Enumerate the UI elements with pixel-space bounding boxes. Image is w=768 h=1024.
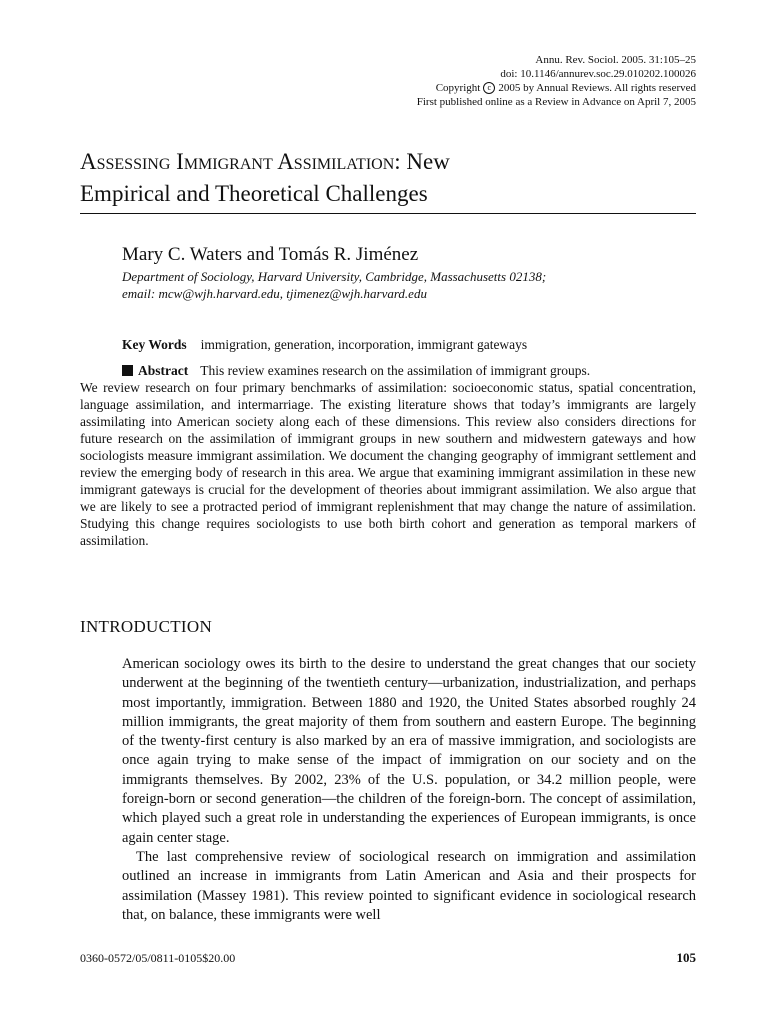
footer-code: 0360-0572/05/0811-0105$20.00 [80,951,236,965]
abstract [80,362,696,549]
citation-line: Annu. Rev. Sociol. 2005. 31:105–25 [535,54,696,66]
keywords-label: Key Words [122,337,187,352]
title-normal: New [400,149,450,174]
abstract-first: This review examines research on the assimilation of immigrant groups. [200,363,591,378]
title-rule [80,213,696,214]
keywords [122,336,527,353]
paragraph: The last comprehensive review of sociological research on immigration and assimilation outlined an increase in immigrants from Latin American and Asia and their prospects for assimilation (Massey 1981). This review pointed to significant evidence in sociological research that, on balance, these immigrants were well [122,848,696,923]
square-bullet-icon [122,365,133,376]
section-heading: INTRODUCTION [80,617,213,636]
abstract-label: Abstract [138,363,189,378]
abstract-first-line [122,362,696,379]
affiliation [122,268,696,302]
doi-line: doi: 10.1146/annurev.soc.29.010202.100026 [500,68,696,80]
article-title [80,146,696,210]
keywords-text: immigration, generation, incorporation, immigrant gateways [200,337,528,352]
page-number: 105 [676,950,696,965]
copyright-icon: c [483,82,495,94]
introduction-text [122,655,696,925]
copyright-rest: 2005 by Annual Reviews. All rights reserved [498,82,696,94]
copyright-prefix: Copyright [435,82,481,94]
abstract-body: We review research on four primary benchmarks of assimilation: socioeconomic status, spatial concentration, language assimilation, and intermarriage. The existing literature shows that today’s immigrants are largely assimilating into American society along each of these dimensions. This review also considers directions for future research on the assimilation of immigrant groups in new southern and midwestern gateways and how sociologists measure immigrant assimilation. We document the changing geography of immigrant settlement and review the emerging body of research in this area. We argue that examining immigrant assimilation in these new immigrant gateways is crucial for the development of theories about immigrant assimilation. We also argue that we are likely to see a protracted period of immigrant replenishment that may change the nature of assimilation. Studying this change requires sociologists to use both birth cohort and generation as temporal markers of assimilation. [80,380,696,548]
affiliation-line-1: Department of Sociology, Harvard University, Cambridge, Massachusetts 02138; [122,269,547,284]
authors: Mary C. Waters and Tomás R. Jiménez [122,244,419,265]
affiliation-email: email: mcw@wjh.harvard.edu, tjimenez@wjh.harvard.edu [122,286,427,301]
published-line: First published online as a Review in Advance on April 7, 2005 [416,96,696,108]
title-smallcaps: Assessing Immigrant Assimilation: [80,149,401,174]
journal-header [417,53,696,109]
title-line-1 [80,146,696,178]
title-line-2: Empirical and Theoretical Challenges [80,181,428,206]
copyright-line [417,81,696,95]
paragraph: American sociology owes its birth to the desire to understand the great changes that our society underwent at the beginning of the twentieth century—urbanization, industrialization, and perhaps most importantly, immigration. Between 1880 and 1920, the United States absorbed roughly 24 million immigrants, the great majority of them from southern and eastern Europe. The beginning of the twenty-first century is also marked by an era of massive immigration, and sociologists are once again trying to make sense of the impact of immigration on our society and on the immigrants themselves. By 2002, 23% of the U.S. population, or 34.2 million people, were foreign-born or second generation—the children of the foreign-born. The concept of assimilation, which played such a great role in understanding the experiences of European immigrants, is once again center stage. [122,656,696,846]
